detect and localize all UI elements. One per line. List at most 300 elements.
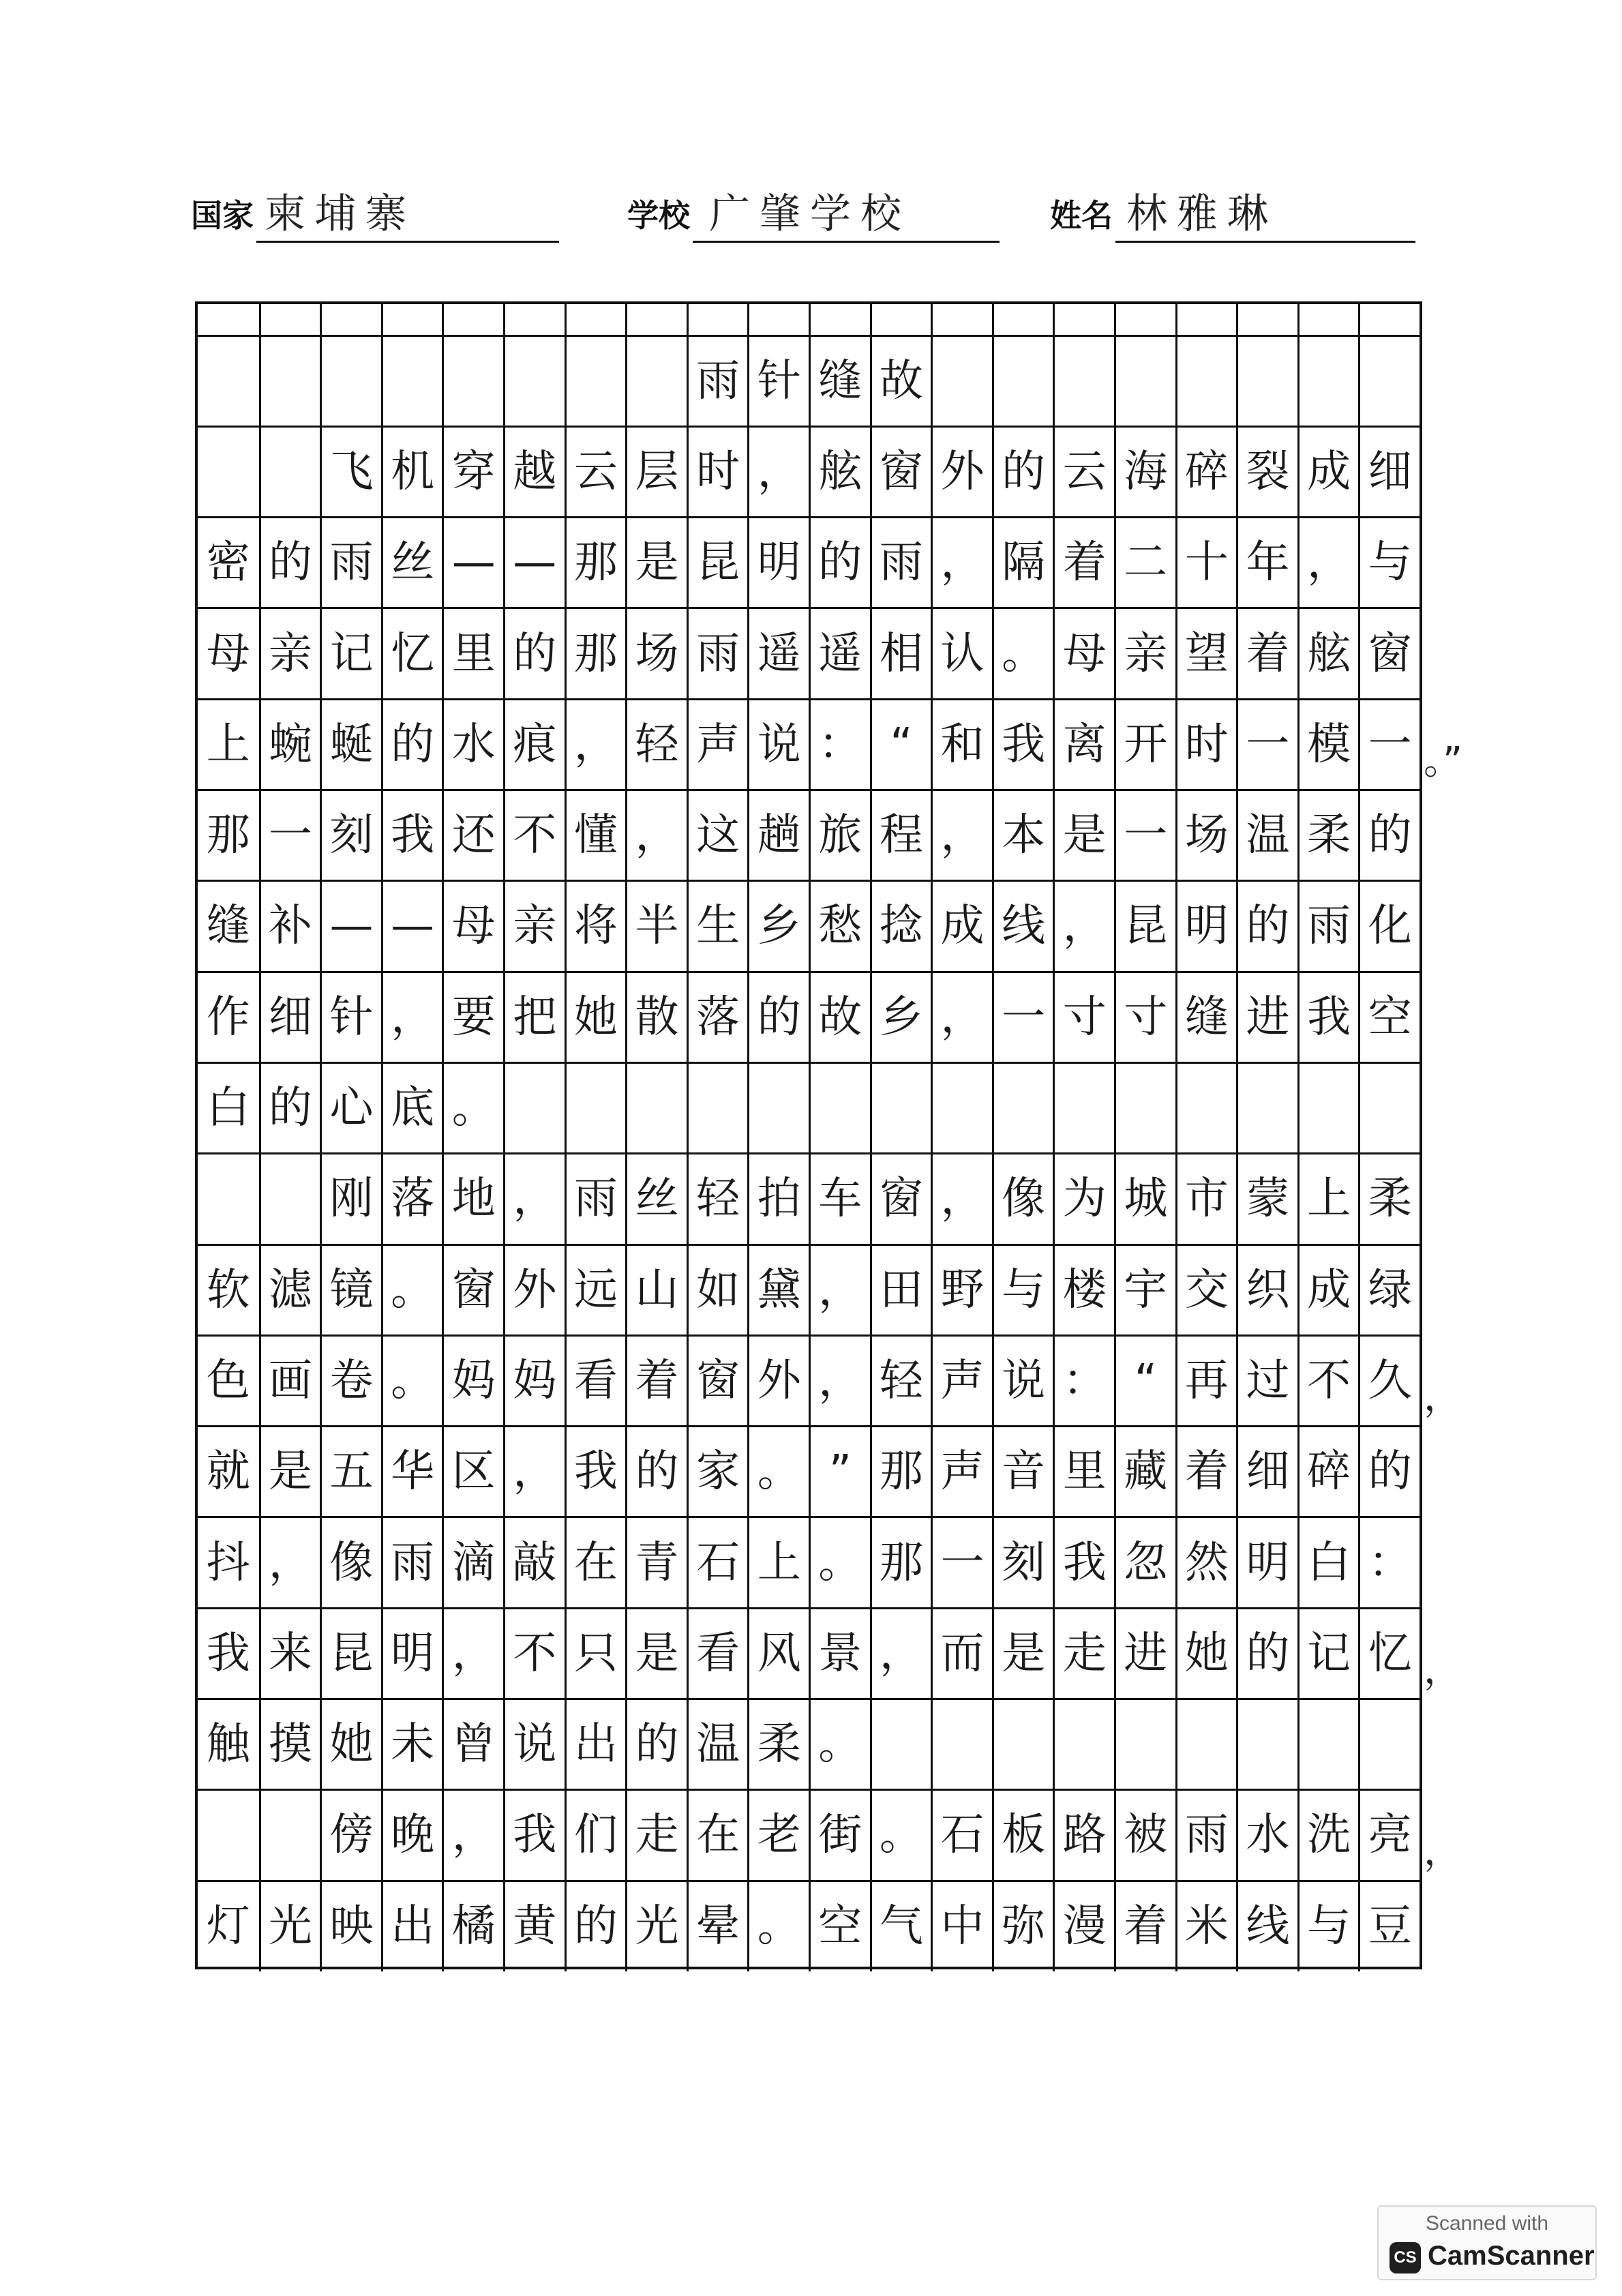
grid-cell: 水 bbox=[1236, 1790, 1297, 1881]
grid-cell: 楼 bbox=[1053, 1244, 1114, 1335]
grid-cell: 刻 bbox=[320, 790, 381, 881]
grid-cell: 街 bbox=[809, 1790, 870, 1881]
grid-cell: 着 bbox=[1053, 518, 1114, 608]
grid-cell: 温 bbox=[687, 1699, 748, 1790]
grid-cell: 上 bbox=[747, 1517, 809, 1608]
name-underline bbox=[1115, 241, 1415, 243]
grid-cell: 碎 bbox=[1297, 1427, 1359, 1517]
grid-cell: 二 bbox=[1114, 518, 1175, 608]
grid-cell: 进 bbox=[1236, 972, 1297, 1062]
grid-cell: 气 bbox=[870, 1881, 931, 1971]
grid-cell: 柔 bbox=[1297, 790, 1359, 881]
grid-cell: 的 bbox=[503, 608, 565, 699]
grid-cell bbox=[625, 1062, 687, 1153]
grid-cell: 寸 bbox=[1053, 972, 1114, 1062]
grid-cell bbox=[320, 304, 381, 336]
grid-cell bbox=[1236, 304, 1297, 336]
grid-cell: 进 bbox=[1114, 1608, 1175, 1699]
grid-cell: 成 bbox=[931, 881, 992, 972]
grid-cell: 昆 bbox=[320, 1608, 381, 1699]
grid-cell: 。 bbox=[747, 1427, 809, 1517]
grid-cell: 。 bbox=[809, 1517, 870, 1608]
grid-cell: 看 bbox=[565, 1335, 626, 1426]
grid-cell: 们 bbox=[565, 1790, 626, 1881]
grid-cell: 。 bbox=[992, 608, 1053, 699]
grid-cell: 触 bbox=[206, 1719, 250, 1770]
grid-cell: 声 bbox=[931, 1427, 992, 1517]
grid-row bbox=[198, 1154, 1420, 1244]
grid-cell: 缝 bbox=[809, 336, 870, 426]
stamp-brand: CamScanner bbox=[1428, 2241, 1595, 2271]
grid-row bbox=[198, 972, 1420, 1062]
grid-cell: 软 bbox=[206, 1264, 250, 1315]
grid-cell: 说 bbox=[503, 1699, 565, 1790]
grid-cell: 在 bbox=[565, 1517, 626, 1608]
grid-cell: 五 bbox=[320, 1427, 381, 1517]
grid-cell: 雨 bbox=[320, 518, 381, 608]
grid-cell: ， bbox=[625, 790, 687, 881]
grid-cell: 旅 bbox=[809, 790, 870, 881]
grid-cell: 我 bbox=[503, 1790, 565, 1881]
grid-cell: 半 bbox=[625, 881, 687, 972]
school-field bbox=[627, 184, 1009, 245]
grid-cell: 不 bbox=[503, 790, 565, 881]
grid-cell bbox=[1053, 336, 1114, 426]
grid-cell: 是 bbox=[992, 1608, 1053, 1699]
grid-cell: 明 bbox=[1236, 1517, 1297, 1608]
grid-cell: 田 bbox=[870, 1244, 931, 1335]
grid-cell: 豆 bbox=[1358, 1881, 1420, 1971]
grid-cell: 漫 bbox=[1053, 1881, 1114, 1971]
grid-cell: 。 bbox=[381, 1244, 442, 1335]
grid-cell: 缝 bbox=[1175, 972, 1237, 1062]
grid-cell: 与 bbox=[992, 1244, 1053, 1335]
grid-cell: 母 bbox=[1053, 608, 1114, 699]
grid-cell: 忽 bbox=[1114, 1517, 1175, 1608]
grid-cell: ， bbox=[565, 699, 626, 790]
grid-cell: 就 bbox=[206, 1446, 250, 1497]
grid-cell bbox=[1297, 304, 1359, 336]
grid-cell: 故 bbox=[809, 972, 870, 1062]
grid-cell bbox=[1236, 1699, 1297, 1790]
grid-cell bbox=[381, 304, 442, 336]
grid-cell: 一 bbox=[1236, 699, 1297, 790]
grid-cell: 窗 bbox=[442, 1244, 503, 1335]
grid-cell: 雨 bbox=[565, 1154, 626, 1244]
grid-cell: 乡 bbox=[747, 881, 809, 972]
grid-cell bbox=[747, 1062, 809, 1153]
grid-cell: 在 bbox=[687, 1790, 748, 1881]
grid-cell: 区 bbox=[442, 1427, 503, 1517]
grid-cell bbox=[870, 304, 931, 336]
grid-cell: 将 bbox=[565, 881, 626, 972]
writing-grid bbox=[195, 301, 1422, 1969]
grid-cell: 生 bbox=[687, 881, 748, 972]
grid-cell: 我 bbox=[992, 699, 1053, 790]
grid-cell: 那 bbox=[206, 810, 250, 861]
grid-cell bbox=[1358, 1062, 1420, 1153]
grid-cell: 场 bbox=[1175, 790, 1237, 881]
grid-cell: ， bbox=[931, 1154, 992, 1244]
grid-row bbox=[198, 790, 1420, 881]
grid-cell: 白 bbox=[206, 1083, 250, 1134]
grid-cell: 如 bbox=[687, 1244, 748, 1335]
grid-cell: 雨 bbox=[687, 336, 748, 426]
grid-row bbox=[198, 1517, 1420, 1608]
grid-cell: 宇 bbox=[1114, 1244, 1175, 1335]
grid-cell: 。 bbox=[870, 1790, 931, 1881]
grid-cell: 镜 bbox=[320, 1244, 381, 1335]
grid-cell: 落 bbox=[381, 1154, 442, 1244]
margin-punctuation: ， bbox=[1424, 1375, 1462, 1420]
grid-cell: 。 bbox=[747, 1881, 809, 1971]
grid-cell: 再 bbox=[1175, 1335, 1237, 1426]
grid-cell: “ bbox=[1114, 1335, 1175, 1426]
grid-cell: 那 bbox=[565, 608, 626, 699]
grid-cell: — bbox=[320, 881, 381, 972]
grid-row bbox=[198, 1699, 1420, 1790]
grid-cell: 寸 bbox=[1114, 972, 1175, 1062]
grid-cell: 外 bbox=[747, 1335, 809, 1426]
grid-cell: 线 bbox=[992, 881, 1053, 972]
grid-cell: 窗 bbox=[687, 1335, 748, 1426]
grid-cell: 明 bbox=[747, 518, 809, 608]
grid-cell: 滴 bbox=[442, 1517, 503, 1608]
grid-cell: 遥 bbox=[747, 608, 809, 699]
grid-cell: 望 bbox=[1175, 608, 1237, 699]
grid-cell: 傍 bbox=[320, 1790, 381, 1881]
grid-cell: 作 bbox=[206, 992, 250, 1043]
grid-cell bbox=[1358, 1699, 1420, 1790]
stamp-caption: Scanned with bbox=[1425, 2212, 1549, 2235]
school-underline bbox=[693, 241, 1000, 243]
grid-cell: 与 bbox=[1297, 1881, 1359, 1971]
grid-cell: 着 bbox=[1175, 1427, 1237, 1517]
grid-cell: 的 bbox=[565, 1881, 626, 1971]
grid-cell bbox=[1297, 336, 1359, 426]
grid-cell: 里 bbox=[442, 608, 503, 699]
grid-cell: — bbox=[503, 518, 565, 608]
grid-cell bbox=[1175, 336, 1237, 426]
grid-cell: 的 bbox=[1358, 790, 1420, 881]
grid-cell: 。 bbox=[381, 1335, 442, 1426]
grid-cell bbox=[503, 1062, 565, 1153]
grid-cell: 像 bbox=[320, 1517, 381, 1608]
grid-cell: 碎 bbox=[1175, 426, 1237, 517]
grid-cell: 空 bbox=[809, 1881, 870, 1971]
grid-cell: 是 bbox=[1053, 790, 1114, 881]
grid-cell bbox=[259, 1154, 320, 1244]
grid-cell: 懂 bbox=[565, 790, 626, 881]
grid-cell: 的 bbox=[381, 699, 442, 790]
grid-cell: 不 bbox=[503, 1608, 565, 1699]
grid-cell: 蒙 bbox=[1236, 1154, 1297, 1244]
grid-cell bbox=[442, 336, 503, 426]
grid-cell: 细 bbox=[259, 972, 320, 1062]
grid-cell: 故 bbox=[870, 336, 931, 426]
grid-cell bbox=[259, 336, 320, 426]
grid-cell: 细 bbox=[1236, 1427, 1297, 1517]
grid-row bbox=[198, 1608, 1420, 1699]
grid-cell bbox=[565, 304, 626, 336]
grid-cell: 华 bbox=[381, 1427, 442, 1517]
grid-cell: ， bbox=[259, 1517, 320, 1608]
grid-cell: 补 bbox=[259, 881, 320, 972]
grid-cell: 说 bbox=[747, 699, 809, 790]
grid-cell: 着 bbox=[1114, 1881, 1175, 1971]
grid-cell bbox=[565, 1062, 626, 1153]
grid-cell: 地 bbox=[442, 1154, 503, 1244]
name-field bbox=[1050, 184, 1418, 245]
grid-cell: 年 bbox=[1236, 518, 1297, 608]
grid-cell: 洗 bbox=[1297, 1790, 1359, 1881]
grid-cell: 柔 bbox=[747, 1699, 809, 1790]
grid-cell: 相 bbox=[870, 608, 931, 699]
grid-cell: 舷 bbox=[809, 426, 870, 517]
school-value: 广肇学校 bbox=[709, 190, 911, 238]
grid-cell: 车 bbox=[809, 1154, 870, 1244]
grid-cell: 成 bbox=[1297, 426, 1359, 517]
grid-cell: 声 bbox=[931, 1335, 992, 1426]
grid-cell: 那 bbox=[870, 1517, 931, 1608]
grid-cell: 是 bbox=[625, 518, 687, 608]
grid-row bbox=[198, 881, 1420, 972]
grid-cell bbox=[687, 304, 748, 336]
name-label: 姓名 bbox=[1050, 197, 1113, 234]
grid-cell: 妈 bbox=[442, 1335, 503, 1426]
grid-cell: 遥 bbox=[809, 608, 870, 699]
grid-cell: ， bbox=[442, 1608, 503, 1699]
grid-cell bbox=[992, 336, 1053, 426]
grid-cell: ， bbox=[1053, 881, 1114, 972]
grid-cell bbox=[1236, 336, 1297, 426]
grid-cell: — bbox=[442, 518, 503, 608]
camscanner-stamp bbox=[1377, 2205, 1597, 2280]
grid-cell: 飞 bbox=[320, 426, 381, 517]
grid-cell: 散 bbox=[625, 972, 687, 1062]
margin-punctuation: 。” bbox=[1424, 739, 1463, 784]
grid-cell bbox=[259, 426, 320, 517]
grid-row bbox=[198, 1427, 1420, 1517]
form-header bbox=[191, 184, 1418, 245]
grid-cell: 这 bbox=[687, 790, 748, 881]
grid-cell: 黄 bbox=[503, 1881, 565, 1971]
grid-cell bbox=[198, 426, 259, 517]
grid-cell: 海 bbox=[1114, 426, 1175, 517]
grid-cell: 黛 bbox=[747, 1244, 809, 1335]
grid-cell: 弥 bbox=[992, 1881, 1053, 1971]
grid-cell: 痕 bbox=[503, 699, 565, 790]
grid-cell bbox=[381, 336, 442, 426]
grid-cell: 丝 bbox=[381, 518, 442, 608]
grid-cell: 橘 bbox=[442, 1881, 503, 1971]
grid-cell: “ bbox=[870, 699, 931, 790]
grid-cell: 一 bbox=[1358, 699, 1420, 790]
grid-cell: 晚 bbox=[381, 1790, 442, 1881]
grid-cell: 晕 bbox=[687, 1881, 748, 1971]
grid-cell bbox=[442, 304, 503, 336]
grid-cell: ， bbox=[503, 1427, 565, 1517]
grid-cell: 她 bbox=[320, 1699, 381, 1790]
grid-cell bbox=[992, 304, 1053, 336]
grid-cell bbox=[625, 304, 687, 336]
grid-cell bbox=[1297, 1062, 1359, 1153]
grid-cell bbox=[198, 1154, 259, 1244]
grid-cell: 为 bbox=[1053, 1154, 1114, 1244]
grid-cell: 缝 bbox=[206, 901, 250, 952]
grid-cell: 她 bbox=[565, 972, 626, 1062]
grid-cell bbox=[198, 304, 259, 336]
grid-cell: 柔 bbox=[1358, 1154, 1420, 1244]
grid-cell: 忆 bbox=[381, 608, 442, 699]
grid-cell: 刚 bbox=[320, 1154, 381, 1244]
grid-cell: 成 bbox=[1297, 1244, 1359, 1335]
grid-cell bbox=[1358, 336, 1420, 426]
grid-cell: 窗 bbox=[870, 1154, 931, 1244]
grid-cell: ， bbox=[503, 1154, 565, 1244]
grid-cell: 曾 bbox=[442, 1699, 503, 1790]
grid-cell: 摸 bbox=[259, 1699, 320, 1790]
grid-cell: 蜒 bbox=[320, 699, 381, 790]
grid-cell: 走 bbox=[625, 1790, 687, 1881]
grid-cell: 风 bbox=[747, 1608, 809, 1699]
grid-cell: ： bbox=[809, 699, 870, 790]
grid-cell: 一 bbox=[931, 1517, 992, 1608]
grid-cell: 丝 bbox=[625, 1154, 687, 1244]
grid-cell: 乡 bbox=[870, 972, 931, 1062]
grid-cell: 出 bbox=[381, 1881, 442, 1971]
grid-cell bbox=[992, 1062, 1053, 1153]
grid-cell: 城 bbox=[1114, 1154, 1175, 1244]
grid-cell: 亲 bbox=[503, 881, 565, 972]
grid-cell: 把 bbox=[503, 972, 565, 1062]
grid-cell: 针 bbox=[747, 336, 809, 426]
grid-cell bbox=[1114, 1062, 1175, 1153]
grid-cell: 裂 bbox=[1236, 426, 1297, 517]
grid-cell: 模 bbox=[1297, 699, 1359, 790]
grid-cell: 记 bbox=[1297, 1608, 1359, 1699]
country-label: 国家 bbox=[191, 197, 254, 234]
grid-cell: 外 bbox=[931, 426, 992, 517]
grid-cell: 出 bbox=[565, 1699, 626, 1790]
grid-cell bbox=[625, 336, 687, 426]
grid-row bbox=[198, 608, 1420, 699]
grid-cell: 与 bbox=[1358, 518, 1420, 608]
grid-cell bbox=[931, 1699, 992, 1790]
grid-cell bbox=[931, 1062, 992, 1153]
grid-cell: 温 bbox=[1236, 790, 1297, 881]
grid-cell: 走 bbox=[1053, 1608, 1114, 1699]
grid-cell bbox=[320, 336, 381, 426]
grid-cell bbox=[687, 1062, 748, 1153]
grid-cell: 落 bbox=[687, 972, 748, 1062]
grid-cell: 的 bbox=[625, 1699, 687, 1790]
grid-cell: 场 bbox=[625, 608, 687, 699]
grid-cell: 线 bbox=[1236, 1881, 1297, 1971]
grid-cell bbox=[870, 1699, 931, 1790]
grid-row bbox=[198, 699, 1420, 790]
grid-cell: ： bbox=[1053, 1335, 1114, 1426]
grid-cell: 她 bbox=[1175, 1608, 1237, 1699]
grid-cell bbox=[747, 304, 809, 336]
grid-cell: 雨 bbox=[1297, 881, 1359, 972]
grid-cell: 拍 bbox=[747, 1154, 809, 1244]
grid-cell: 针 bbox=[320, 972, 381, 1062]
grid-cell: 音 bbox=[992, 1427, 1053, 1517]
grid-cell: ， bbox=[931, 790, 992, 881]
grid-cell: 家 bbox=[687, 1427, 748, 1517]
grid-cell: 要 bbox=[442, 972, 503, 1062]
grid-cell: ， bbox=[931, 972, 992, 1062]
grid-cell: 敲 bbox=[503, 1517, 565, 1608]
grid-cell: 野 bbox=[931, 1244, 992, 1335]
grid-cell: 的 bbox=[992, 426, 1053, 517]
grid-cell: 离 bbox=[1053, 699, 1114, 790]
grid-cell: 窗 bbox=[1358, 608, 1420, 699]
grid-cell: 灯 bbox=[206, 1900, 250, 1952]
grid-row bbox=[198, 1244, 1420, 1335]
grid-cell: 那 bbox=[870, 1427, 931, 1517]
grid-cell: 绿 bbox=[1358, 1244, 1420, 1335]
grid-cell: 石 bbox=[931, 1790, 992, 1881]
grid-cell: 上 bbox=[206, 719, 250, 770]
grid-cell: 是 bbox=[259, 1427, 320, 1517]
grid-cell: 心 bbox=[320, 1062, 381, 1153]
grid-cell: 云 bbox=[1053, 426, 1114, 517]
grid-cell: ， bbox=[381, 972, 442, 1062]
grid-cell: 是 bbox=[625, 1608, 687, 1699]
country-field bbox=[191, 184, 562, 245]
grid-cell: 认 bbox=[931, 608, 992, 699]
grid-cell: 过 bbox=[1236, 1335, 1297, 1426]
grid-cell: 中 bbox=[931, 1881, 992, 1971]
grid-cell: ， bbox=[747, 426, 809, 517]
grid-cell: 底 bbox=[381, 1062, 442, 1153]
grid-cell: 色 bbox=[206, 1355, 250, 1406]
grid-cell: 我 bbox=[206, 1628, 250, 1679]
grid-cell: 交 bbox=[1175, 1244, 1237, 1335]
grid-cell: 雨 bbox=[870, 518, 931, 608]
grid-cell bbox=[1053, 1062, 1114, 1153]
grid-cell: 母 bbox=[442, 881, 503, 972]
grid-cell: 光 bbox=[625, 1881, 687, 1971]
country-value: 柬埔寨 bbox=[265, 190, 416, 238]
margin-punctuation: ， bbox=[1424, 1830, 1462, 1875]
grid-cell: 路 bbox=[1053, 1790, 1114, 1881]
grid-cell: 的 bbox=[747, 972, 809, 1062]
grid-cell bbox=[503, 336, 565, 426]
grid-cell: 轻 bbox=[870, 1335, 931, 1426]
grid-cell: 一 bbox=[1114, 790, 1175, 881]
grid-cell: 明 bbox=[381, 1608, 442, 1699]
grid-cell: 我 bbox=[565, 1427, 626, 1517]
grid-row bbox=[198, 304, 1420, 336]
grid-cell: 的 bbox=[259, 518, 320, 608]
camscanner-logo-icon: CS bbox=[1390, 2242, 1421, 2273]
margin-punctuation: ， bbox=[1424, 1648, 1462, 1693]
grid-cell: 和 bbox=[931, 699, 992, 790]
grid-cell: ， bbox=[1297, 518, 1359, 608]
grid-cell: 白 bbox=[1297, 1517, 1359, 1608]
grid-cell: 山 bbox=[625, 1244, 687, 1335]
grid-cell bbox=[931, 336, 992, 426]
grid-cell: 明 bbox=[1175, 881, 1237, 972]
grid-cell: 蜿 bbox=[259, 699, 320, 790]
grid-cell: 抖 bbox=[206, 1537, 250, 1588]
grid-cell: 本 bbox=[992, 790, 1053, 881]
grid-cell: 看 bbox=[687, 1608, 748, 1699]
grid-cell bbox=[992, 1699, 1053, 1790]
